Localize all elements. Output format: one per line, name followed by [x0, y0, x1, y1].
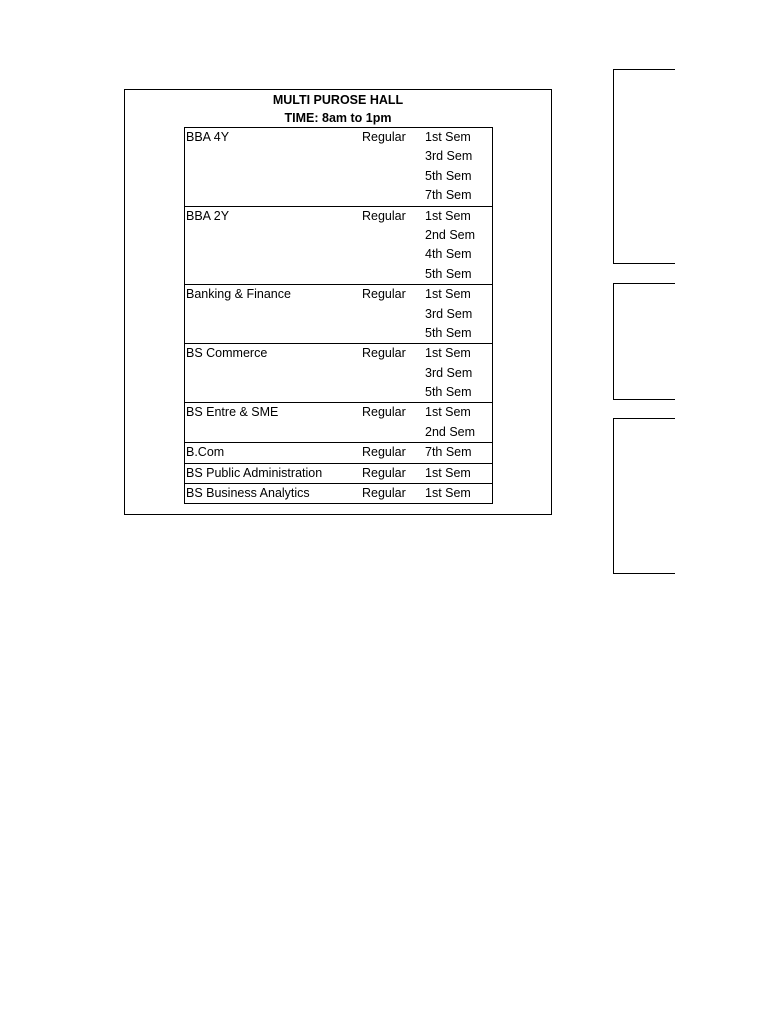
program-type: Regular [362, 287, 406, 302]
program-type: Regular [362, 465, 406, 480]
semester-label: 5th Sem [425, 168, 472, 183]
semester-label: 7th Sem [425, 445, 472, 460]
table-row [185, 147, 492, 166]
semester-label: 4th Sem [425, 247, 472, 262]
program-name: BBA 2Y [186, 208, 230, 223]
semester-label: 3rd Sem [425, 306, 473, 321]
table-row [185, 403, 492, 422]
semester-label: 1st Sem [425, 287, 471, 302]
program-name: BBA 4Y [186, 130, 230, 144]
semester-label: 1st Sem [425, 208, 471, 223]
table-row [185, 305, 492, 324]
semester-label: 3rd Sem [425, 365, 473, 380]
semester-label: 7th Sem [425, 188, 472, 203]
hall-title: MULTI PUROSE HALL [272, 93, 404, 107]
table-row [185, 226, 492, 245]
time-label: TIME: 8am to 1pm [284, 111, 392, 125]
program-group [185, 443, 492, 463]
program-group [185, 285, 492, 344]
program-name: BS Business Analytics [186, 486, 310, 501]
program-name: Banking & Finance [186, 287, 291, 302]
table-row [185, 464, 492, 483]
table-row [185, 344, 492, 363]
table-row [185, 383, 492, 402]
semester-label: 1st Sem [425, 405, 471, 420]
table-row [185, 207, 492, 226]
table-row [185, 285, 492, 304]
table-row [185, 186, 492, 205]
side-panel-box [613, 69, 675, 264]
table-row [185, 484, 492, 503]
semester-label: 1st Sem [425, 465, 471, 480]
semester-label: 2nd Sem [425, 227, 476, 242]
table-row [185, 364, 492, 383]
semester-label: 1st Sem [425, 486, 471, 501]
program-name: B.Com [186, 445, 225, 460]
semester-label: 2nd Sem [425, 424, 476, 439]
program-name: BS Entre & SME [186, 405, 279, 420]
program-group [185, 403, 492, 443]
program-group [185, 344, 492, 403]
table-row [185, 423, 492, 442]
table-row [185, 245, 492, 264]
program-type: Regular [362, 346, 406, 361]
side-panel-box [613, 283, 675, 400]
program-table [184, 127, 493, 504]
semester-label: 1st Sem [425, 130, 471, 144]
program-name: BS Public Administration [186, 465, 323, 480]
program-type: Regular [362, 486, 406, 501]
semester-label: 3rd Sem [425, 149, 473, 164]
semester-label: 5th Sem [425, 385, 472, 400]
semester-label: 5th Sem [425, 266, 472, 281]
table-row [185, 443, 492, 462]
program-name: BS Commerce [186, 346, 268, 361]
program-type: Regular [362, 208, 406, 223]
table-row [185, 324, 492, 343]
program-type: Regular [362, 445, 406, 460]
semester-label: 5th Sem [425, 325, 472, 340]
semester-label: 1st Sem [425, 346, 471, 361]
program-type: Regular [362, 130, 406, 144]
side-panel-box [613, 418, 675, 574]
table-row [185, 265, 492, 284]
program-type: Regular [362, 405, 406, 420]
table-row [185, 128, 492, 147]
table-row [185, 167, 492, 186]
program-group [185, 207, 492, 286]
program-group [185, 128, 492, 207]
program-group [185, 484, 492, 503]
program-group [185, 464, 492, 484]
